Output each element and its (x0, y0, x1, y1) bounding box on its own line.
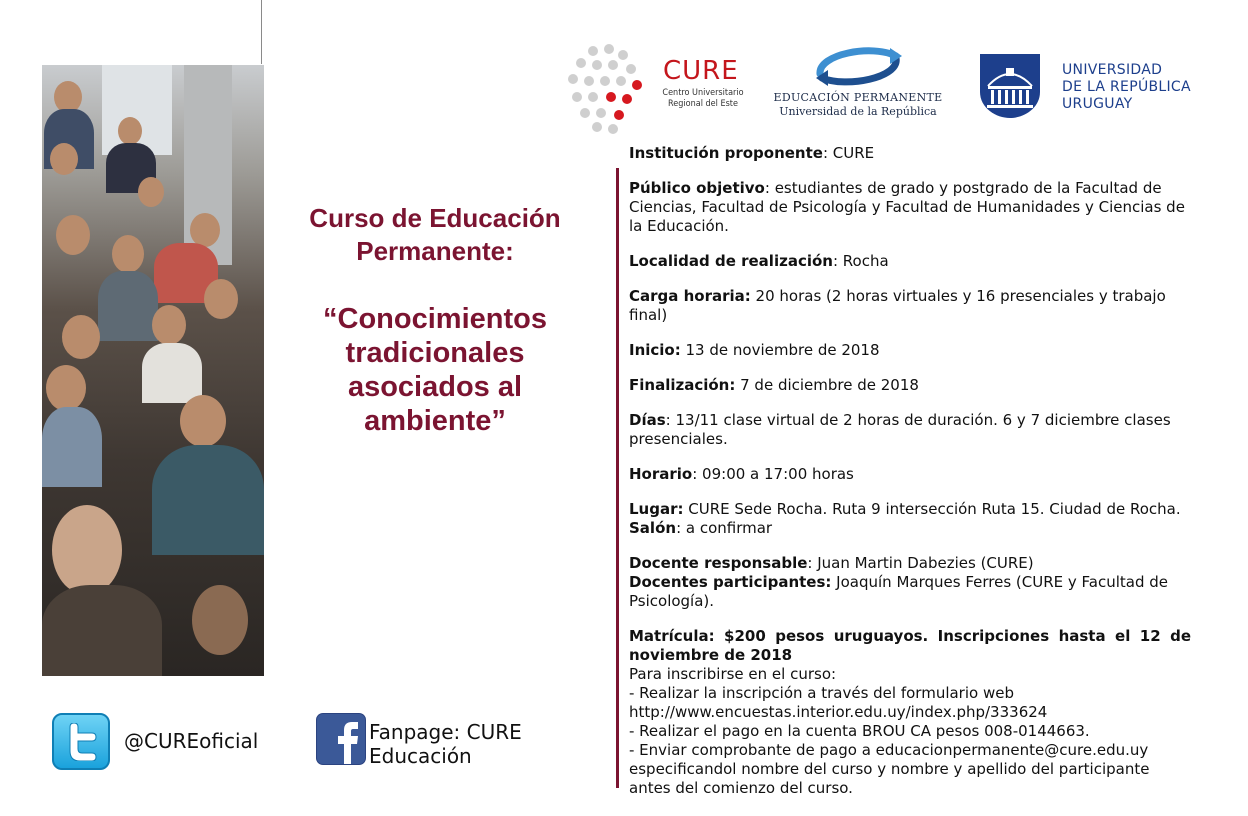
docente-responsable-row (629, 554, 1191, 573)
inicio-label: Inicio: (629, 341, 681, 359)
lugar-label: Lugar: (629, 500, 684, 518)
udelar-name-line1: UNIVERSIDAD (1062, 62, 1163, 78)
inscription-step-form: - Realizar la inscripción a través del formulario web (629, 684, 1014, 702)
institucion-label: Institución proponente (629, 144, 823, 162)
docente-responsable-value: : Juan Martin Dabezies (CURE) (807, 554, 1034, 572)
inscription-intro: Para inscribirse en el curso: (629, 665, 837, 683)
vertical-accent-rule (616, 168, 619, 788)
udelar-name-line3: URUGUAY (1062, 96, 1133, 112)
institucion-row (629, 144, 1191, 163)
course-type-heading (272, 202, 598, 268)
ep-logo-line1: EDUCACIÓN PERMANENTE (773, 91, 943, 104)
dias-label: Días (629, 411, 666, 429)
course-type-line2: Permanente: (356, 236, 514, 266)
dias-row (629, 411, 1191, 449)
horario-value: : 09:00 a 17:00 horas (692, 465, 854, 483)
cure-wordmark: CURE (663, 56, 739, 86)
course-info-panel (629, 144, 1191, 798)
twitter-t-glyph (62, 723, 100, 761)
inicio-value: 13 de noviembre de 2018 (680, 341, 880, 359)
carga-value: 20 horas (2 horas virtuales y 16 presenciales y trabajo final) (629, 287, 1166, 324)
course-name-heading (272, 302, 598, 438)
publico-value: : estudiantes de grado y postgrado de la Facultad de Ciencias, Facultad de Psicología y Facultad de Humanidades y Ciencias de la Educación. (629, 179, 1185, 235)
facebook-f-glyph (317, 714, 365, 764)
matricula-row (629, 627, 1191, 665)
inscription-step-send-receipt: - Enviar comprobante de pago a educacionpermanente@cure.edu.uy (629, 741, 1149, 759)
cure-subtitle-line2: Regional del Este (668, 99, 738, 109)
inscription-step-send-details: especificandol nombre del curso y nombre y apellido del participante (629, 760, 1150, 778)
course-name-line3: asociados al (347, 371, 523, 403)
cure-subtitle (658, 88, 748, 110)
localidad-label: Localidad de realización (629, 252, 833, 270)
horario-label: Horario (629, 465, 693, 483)
university-building-shield-icon (978, 52, 1042, 120)
inscription-step-deadline: antes del comienzo del curso. (629, 779, 853, 797)
cure-dots-icon (566, 42, 652, 134)
top-divider-line (261, 0, 262, 64)
salon-value: : a confirmar (676, 519, 773, 537)
carga-row (629, 287, 1191, 325)
carga-label: Carga horaria: (629, 287, 751, 305)
publico-label: Público objetivo (629, 179, 765, 197)
docentes-participantes-value: Joaquín Marques Ferres (CURE y Facultad de Psicología). (629, 573, 1168, 610)
salon-label: Salón (629, 519, 677, 537)
finalizacion-label: Finalización: (629, 376, 736, 394)
lugar-row (629, 500, 1191, 538)
docente-responsable-label: Docente responsable (629, 554, 808, 572)
docentes-participantes-label: Docentes participantes: (629, 573, 832, 591)
course-name-line1: “Conocimientos (323, 303, 547, 335)
course-name-line2: tradicionales (345, 337, 525, 369)
cure-logo (566, 42, 746, 134)
twitter-handle[interactable]: @CUREoficial (124, 729, 259, 753)
publico-row (629, 179, 1191, 236)
udelar-name (1062, 62, 1191, 113)
course-name-line4: ambiente” (364, 405, 506, 437)
facebook-f-icon[interactable] (317, 714, 365, 764)
finalizacion-row (629, 376, 1191, 395)
finalizacion-value: 7 de diciembre de 2018 (735, 376, 919, 394)
course-type-line1: Curso de Educación (309, 203, 561, 233)
facebook-fanpage-label[interactable]: Fanpage: CURE Educación (369, 720, 522, 768)
localidad-row (629, 252, 1191, 271)
inscription-steps (629, 665, 1191, 798)
dias-value: : 13/11 clase virtual de 2 horas de duración. 6 y 7 diciembre clases presenciales. (629, 411, 1171, 448)
twitter-bird-icon[interactable] (52, 713, 110, 770)
inscription-step-payment: - Realizar el pago en la cuenta BROU CA pesos 008-0144663. (629, 722, 1090, 740)
localidad-value: : Rocha (832, 252, 889, 270)
institucion-value: : CURE (822, 144, 875, 162)
ep-logo-line2: Universidad de la República (779, 105, 937, 118)
horario-row (629, 465, 1191, 484)
matricula-text: Matrícula: $200 pesos uruguayos. Inscripciones hasta el 12 de noviembre de 2018 (629, 627, 1191, 664)
inicio-row (629, 341, 1191, 360)
educacion-permanente-logo (766, 44, 950, 124)
udelar-logo (978, 52, 1198, 122)
inscription-form-url[interactable]: http://www.encuestas.interior.edu.uy/index.php/333624 (629, 703, 1048, 721)
docentes-participantes-row (629, 573, 1191, 611)
udelar-name-line2: DE LA REPÚBLICA (1062, 79, 1191, 95)
circular-arrows-icon (812, 44, 904, 88)
students-classroom-photo (42, 65, 264, 676)
lugar-value: CURE Sede Rocha. Ruta 9 intersección Ruta 15. Ciudad de Rocha. (683, 500, 1181, 518)
cure-subtitle-line1: Centro Universitario (662, 88, 744, 98)
